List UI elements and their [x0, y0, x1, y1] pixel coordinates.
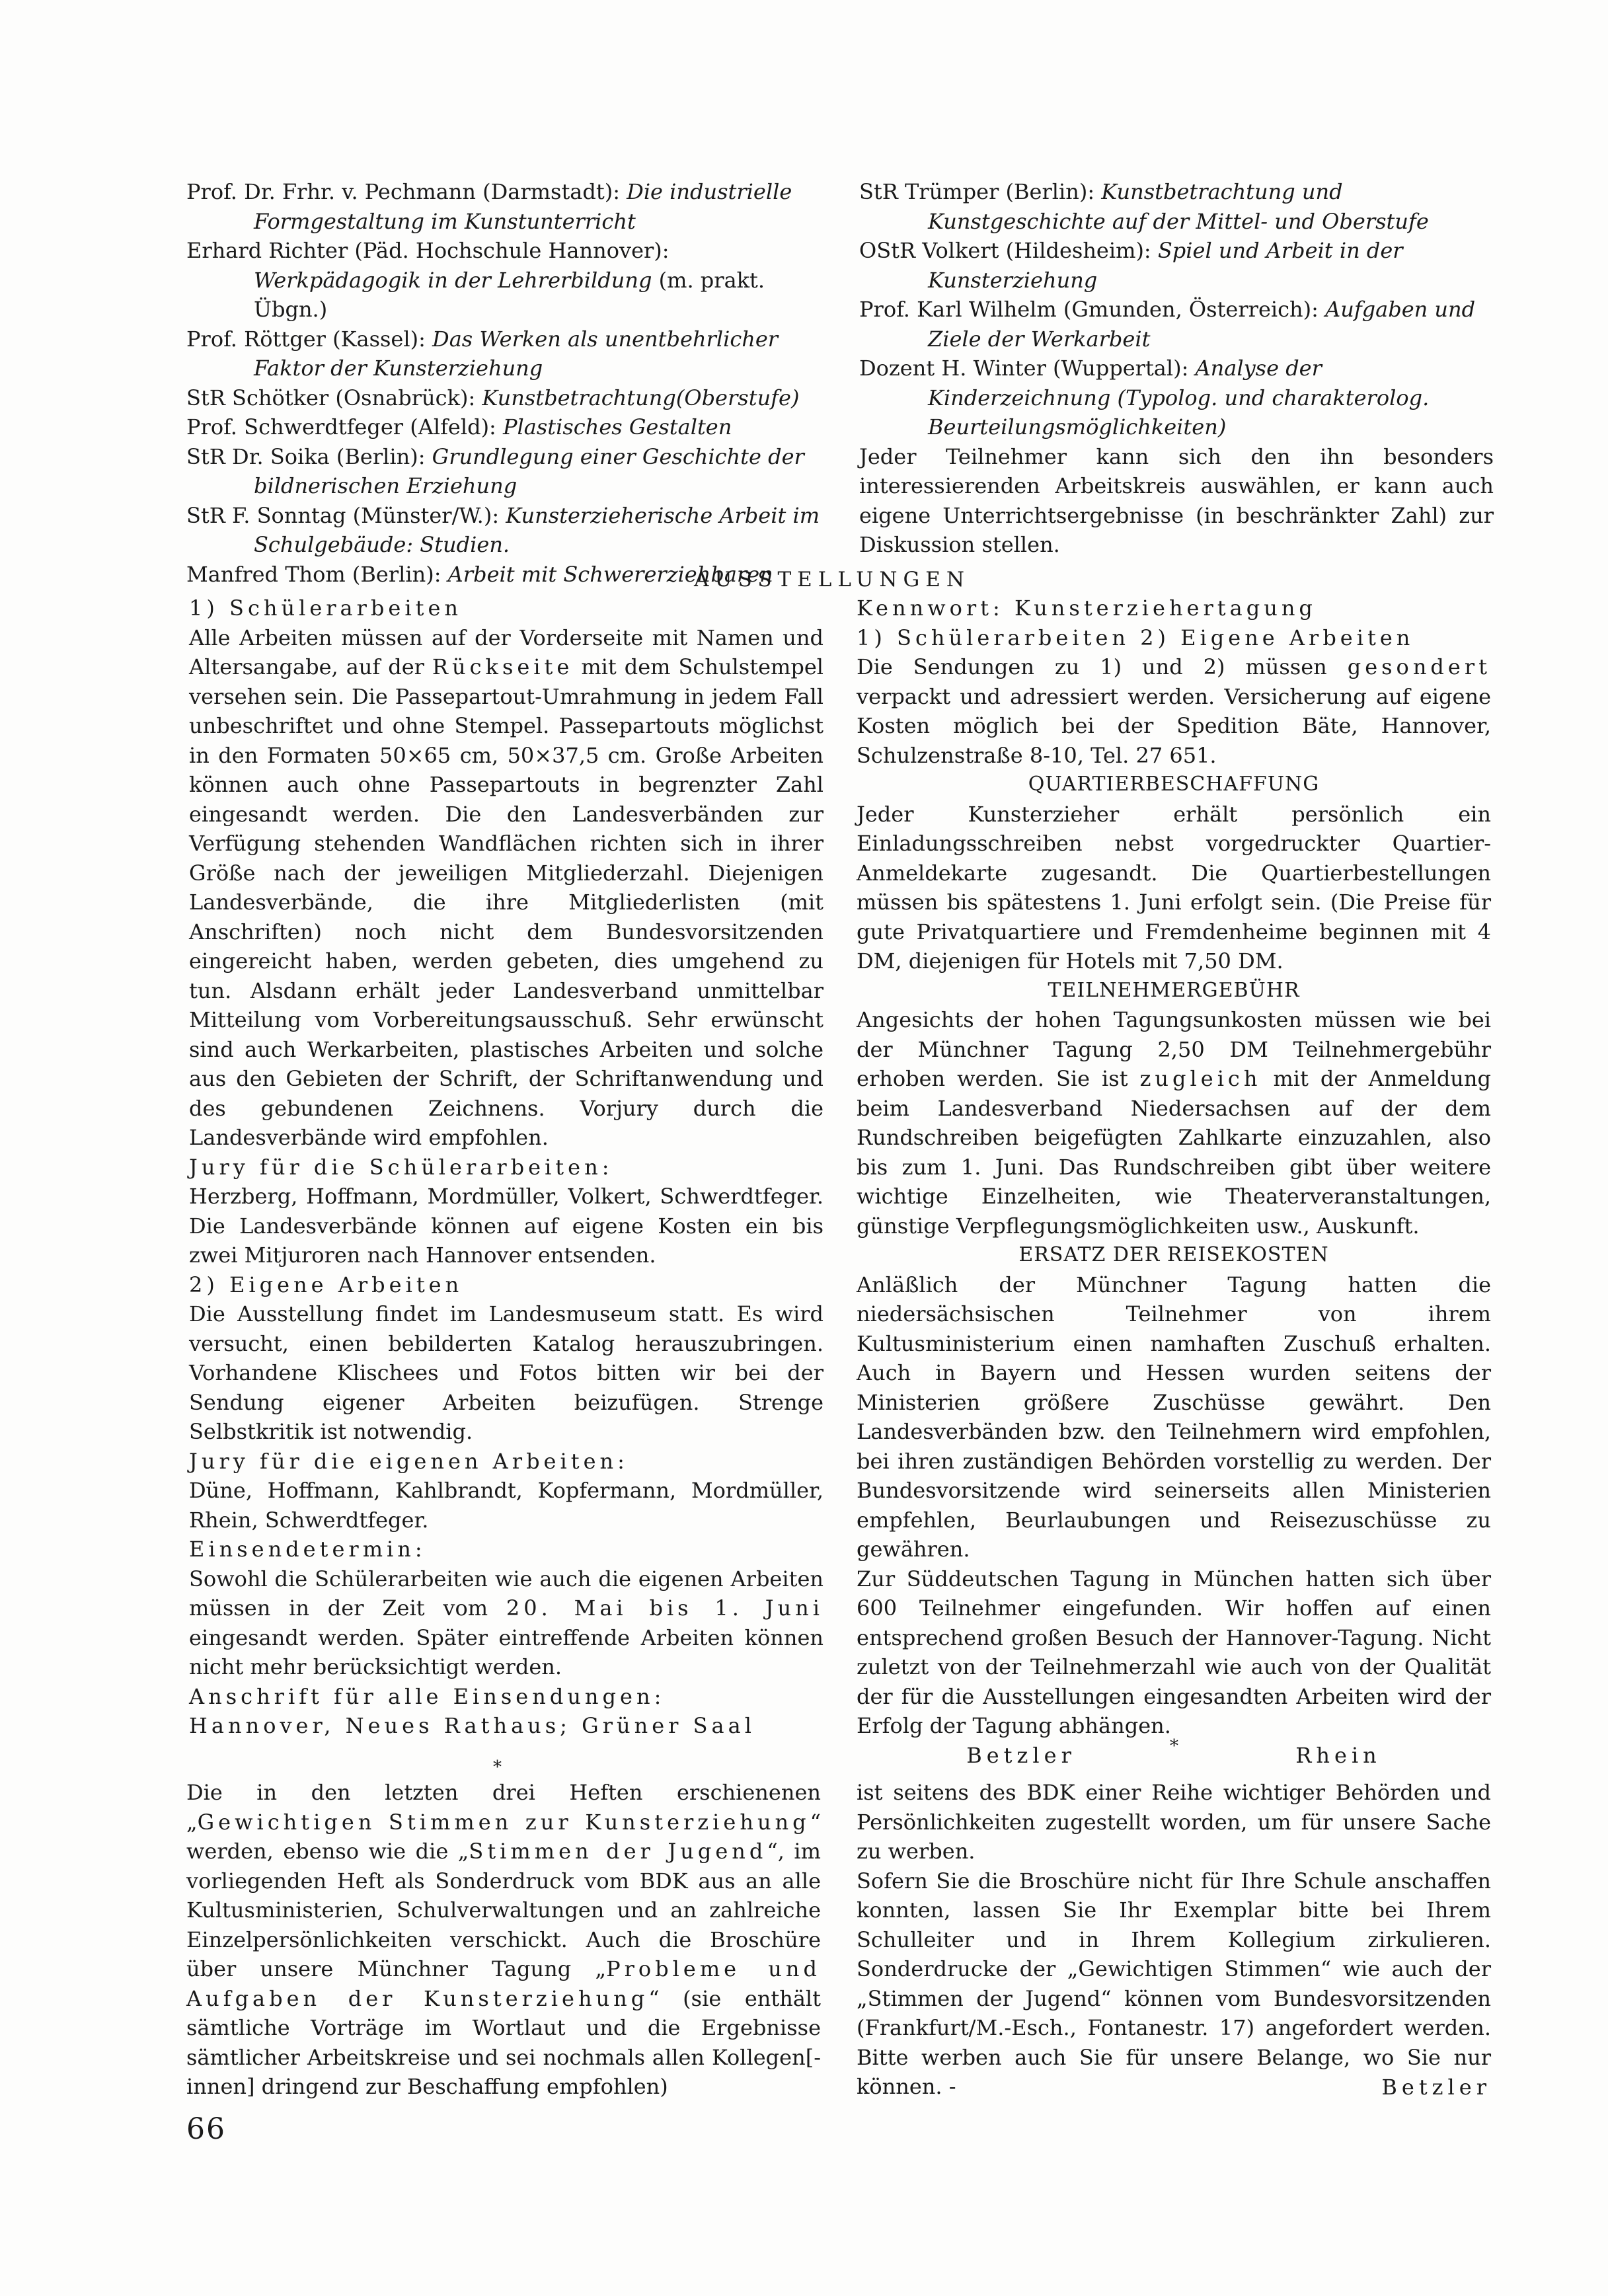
lecture-entry: StR Dr. Soika (Berlin): Grundlegung einer Geschichte der bildnerischen Erziehung — [186, 443, 804, 498]
signature-betzler: Betzler — [966, 1742, 1076, 1768]
lecture-entry: Manfred Thom (Berlin): Arbeit mit Schwererziehbaren — [186, 561, 773, 587]
lecture-list-right — [859, 177, 1494, 560]
travel-heading: ERSATZ DER REISEKOSTEN — [1018, 1243, 1329, 1266]
separator-star: * — [1170, 1736, 1178, 1756]
own-works-text: Die Ausstellung findet im Landesmuseum statt. Es wird versucht, einen bebilderten Katalog herauszubringen. Vorhandene Klischees und Fotos bitten wir bei der Sendung eigener Arbeiten beizufügen. Strenge Selbstkritik ist notwendig. — [189, 1301, 823, 1444]
lecture-entry: Prof. Schwerdtfeger (Alfeld): Plastisches Gestalten — [186, 414, 732, 440]
jury-students-text: Herzberg, Hoffmann, Mordmüller, Volkert, Schwerdtfeger. Die Landesverbände können auf eigene Kosten ein bis zwei Mitjuroren nach Hannover entsenden. — [189, 1184, 823, 1268]
jury-students-title: Jury für die Schülerarbeiten: — [189, 1154, 613, 1180]
lecture-entry: Prof. Dr. Frhr. v. Pechmann (Darmstadt): Die industrielle Formgestaltung im Kunstunterricht — [186, 179, 792, 234]
workgroup-paragraph: Jeder Teilnehmer kann sich den ihn besonders interessierenden Arbeitskreis auswählen, er kann auch eigene Unterrichtsergebnisse (in beschränkter Zahl) zur Diskussion stellen. — [859, 443, 1494, 557]
own-works-title: 2) Eigene Arbeiten — [189, 1272, 463, 1297]
fee-text: Angesichts der hohen Tagungsunkosten müssen wie bei der Münchner Tagung 2,50 DM Teilnehmergebühr erhoben werden. Sie ist zugleich mit der Anmeldung beim Landesverband Niedersachsen auf der dem Rundschreiben beigefügten Zahlkarte einzuzahlen, also bis zum 1. Juni. Das Rundschreiben gibt über weitere wichtige Einzelheiten, wie Theaterveranstaltungen, günstige Verpflegungsmöglichkeiten usw., Auskunft. — [857, 1007, 1492, 1239]
lecture-list-left — [186, 177, 821, 589]
signature-betzler-final: Betzler — [1381, 2074, 1491, 2100]
brochure-text-right-1: ist seitens des BDK einer Reihe wichtiger Behörden und Persönlichkeiten zugestellt worden, um für unsere Sache zu werben. — [857, 1780, 1491, 1864]
brochure-left-column — [186, 1778, 821, 2102]
deadline-text: Sowohl die Schülerarbeiten wie auch die eigenen Arbeiten müssen in der Zeit vom 20. Mai bis 1. Juni eingesandt werden. Später eintreffende Arbeiten können nicht mehr berücksichtigt werden. — [189, 1566, 824, 1679]
lecture-entry: StR Trümper (Berlin): Kunstbetrachtung und Kunstgeschichte auf der Mittel- und Oberstufe — [859, 179, 1429, 234]
exhibitions-left-column — [189, 593, 823, 1741]
lecture-entry: StR Schötker (Osnabrück): Kunstbetrachtung(Oberstufe) — [186, 385, 800, 410]
exhibitions-right-column — [857, 593, 1491, 1770]
quarters-text: Jeder Kunsterzieher erhält persönlich ein Einladungsschreiben nebst vorgedruckter Quartier-Anmeldekarte zugesandt. Die Quartierbestellungen müssen bis spätestens 1. Juni erfolgt sein. (Die Preise für gute Privatquartiere und Fremdenheime beginnen mit 4 DM, diejenigen für Hotels mit 7,50 DM. — [857, 801, 1491, 974]
shipping-text: Die Sendungen zu 1) und 2) müssen gesondert verpackt und adressiert werden. Versicherung auf eigene Kosten möglich bei der Spedition Bäte, Hannover, Schulzenstraße 8-10, Tel. 27 651. — [857, 654, 1491, 768]
jury-own-text: Düne, Hoffmann, Kahlbrandt, Kopfermann, Mordmüller, Rhein, Schwerdtfeger. — [189, 1478, 823, 1533]
separator-star: * — [493, 1757, 502, 1777]
keyword-items: 1) Schülerarbeiten 2) Eigene Arbeiten — [857, 625, 1414, 650]
address-title: Anschrift für alle Einsendungen: — [189, 1683, 666, 1709]
lecture-entry: OStR Volkert (Hildesheim): Spiel und Arbeit in der Kunsterziehung — [859, 238, 1403, 293]
student-works-text: Alle Arbeiten müssen auf der Vorderseite mit Namen und Altersangabe, auf der Rückseite mit dem Schulstempel versehen sein. Die Passepartout-Umrahmung in jedem Fall unbeschriftet und ohne Stempel. Passepartouts möglichst in den Formaten 50×65 cm, 50×37,5 cm. Große Arbeiten können auch ohne Passepartouts in begrenzter Zahl eingesandt werden. Die den Landesverbänden zur Verfügung stehenden Wandflächen richten sich in ihrer Größe nach der jeweiligen Mitgliederzahl. Diejenigen Landesverbände, die ihre Mitgliederlisten (mit Anschriften) noch nicht dem Bundesvorsitzenden eingereicht haben, werden gebeten, dies umgehend zu tun. Alsdann erhält jeder Landesverband unmittelbar Mitteilung vom Vorbereitungsausschuß. Sehr erwünscht sind auch Werkarbeiten, plastisches Arbeiten und solche aus den Gebieten der Schrift, der Schriftanwendung und des gebundenen Zeichnens. Vorjury durch die Landesverbände wird empfohlen. — [189, 625, 824, 1150]
keyword-line: Kennwort: Kunsterziehertagung — [857, 595, 1317, 621]
student-works-title: 1) Schülerarbeiten — [189, 595, 462, 621]
travel-text: Anläßlich der Münchner Tagung hatten die niedersächsischen Teilnehmer von ihrem Kultusministerium einen namhaften Zuschuß erhalten. Auch in Bayern und Hessen wurden seitens der Ministerien größere Zuschüsse gewährt. Den Landesverbänden bzw. den Teilnehmern wird empfohlen, bei ihren zuständigen Behörden vorstellig zu werden. Der Bundesvorsitzende wird seinerseits allen Ministerien empfehlen, Beurlaubungen und Reisezuschüsse zu gewähren. — [857, 1272, 1491, 1562]
lecture-entry: Prof. Röttger (Kassel): Das Werken als unentbehrlicher Faktor der Kunsterziehung — [186, 326, 779, 381]
brochure-right-column — [857, 1778, 1491, 2102]
deadline-title: Einsendetermin: — [189, 1537, 426, 1562]
exhibitions-heading: AUSSTELLUNGEN — [694, 568, 970, 592]
page-number: 66 — [186, 2112, 226, 2146]
brochure-text-right-2: Sofern Sie die Broschüre nicht für Ihre Schule anschaffen konnten, lassen Sie Ihr Exemplar bitte bei Ihrem Schulleiter und in Ihrem Kollegium zirkulieren. Sonderdrucke der „Gewichtigen Stimmen“ wie auch der „Stimmen der Jugend“ können vom Bundesvorsitzenden (Frankfurt/M.-Esch., Fontanestr. 17) angefordert werden. Bitte werben auch Sie für unsere Belange, wo Sie nur können. - — [857, 1868, 1491, 2099]
quarters-heading: QUARTIERBESCHAFFUNG — [1028, 773, 1320, 796]
south-conference-text: Zur Süddeutschen Tagung in München hatten sich über 600 Teilnehmer eingefunden. Wir hoffen auf einen entsprechend großen Besuch der Hannover-Tagung. Nicht zuletzt von der Teilnehmerzahl wie auch von der Qualität der für die Ausstellungen eingesandten Arbeiten wird der Erfolg der Tagung abhängen. — [857, 1566, 1491, 1738]
fee-heading: TEILNEHMERGEBÜHR — [1048, 978, 1300, 1002]
address-text: Hannover, Neues Rathaus; Grüner Saal — [189, 1713, 755, 1738]
brochure-text-left: Die in den letzten drei Heften erschienenen „Gewichtigen Stimmen zur Kunsterziehung“ werden, ebenso wie die „Stimmen der Jugend“, im vorliegenden Heft als Sonderdruck vom BDK aus an alle Kultusministerien, Schulverwaltungen und an zahlreiche Einzelpersönlichkeiten verschickt. Auch die Broschüre über unsere Münchner Tagung „Probleme und Aufgaben der Kunsterziehung“ (sie enthält sämtliche Vorträge im Wortlaut und die Ergebnisse sämtlicher Arbeitskreise und sei nochmals allen Kollegen[-innen] dringend zur Beschaffung empfohlen) — [186, 1780, 822, 2099]
lecture-entry: Erhard Richter (Päd. Hochschule Hannover): Werkpädagogik in der Lehrerbildung (m. prakt. Übgn.) — [186, 238, 765, 322]
lecture-entry: StR F. Sonntag (Münster/W.): Kunsterzieherische Arbeit im Schulgebäude: Studien. — [186, 502, 820, 557]
lecture-entry: Dozent H. Winter (Wuppertal): Analyse der Kinderzeichnung (Typolog. und charakterolog. Beurteilungsmöglichkeiten) — [859, 356, 1430, 440]
lecture-entry: Prof. Karl Wilhelm (Gmunden, Österreich): Aufgaben und Ziele der Werkarbeit — [859, 297, 1476, 352]
signature-rhein: Rhein — [1295, 1742, 1381, 1768]
jury-own-title: Jury für die eigenen Arbeiten: — [189, 1448, 629, 1474]
